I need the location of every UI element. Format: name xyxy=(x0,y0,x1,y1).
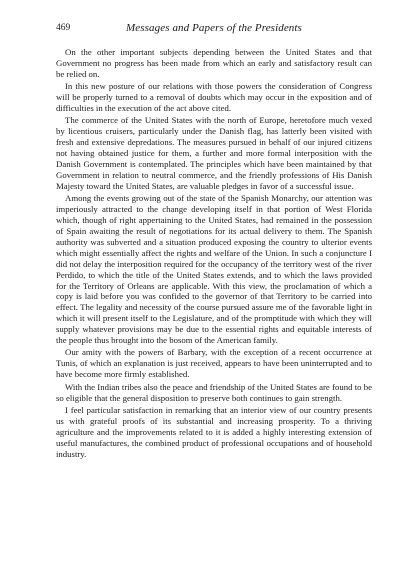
paragraph: Our amity with the powers of Barbary, with the exception of a recent occurrence at Tunis, of which an explanation is just received, appears to have been uninterrupted and to have become more firmly established. xyxy=(56,347,372,380)
page-number: 469 xyxy=(56,23,71,33)
paragraph: On the other important subjects depending between the United States and that Government no progress has been made from which an early and satisfactory result can be relied on. xyxy=(56,47,372,79)
paragraph: The commerce of the United States with the north of Europe, heretofore much vexed by licentious cruisers, particularly under the Danish flag, has latterly been visited with fresh and extensive depredations. The measures pursued in behalf of our injured citizens not having obtained justice for them, a further and more formal interposition with the Danish Government is contemplated. The principles which have been maintained by that Government in relation to neutral commerce, and the friendly professions of His Danish Majesty toward the United States, are valuable pledges in favor of a successful issue. xyxy=(56,115,372,191)
document-page xyxy=(56,22,372,580)
page-header xyxy=(56,22,372,38)
running-title: Messages and Papers of the Presidents xyxy=(126,22,302,34)
paragraph: Among the events growing out of the state of the Spanish Monarchy, our attention was imperiously attracted to the change developing itself in that portion of West Florida which, though of right appertaining to the United States, had remained in the possession of Spain awaiting the result of negotiations for its actual delivery to them. The Spanish authority was subverted and a situation produced exposing the country to ulterior events which might essentially affect the rights and welfare of the Union. In such a conjuncture I did not delay the interposition required for the occupancy of the territory west of the river Perdido, to which the title of the United States extends, and to which the laws provided for the Territory of Orleans are applicable. With this view, the proclamation of which a copy is laid before you was confided to the governor of that Territory to be carried into effect. The legality and necessity of the course pursued assure me of the favorable light in which it will present itself to the Legislature, and of the promptitude with which they will supply whatever provisions may be due to the essential rights and equitable interests of the people thus brought into the bosom of the American family. xyxy=(56,193,372,346)
paragraph: I feel particular satisfaction in remarking that an interior view of our country presents us with grateful proofs of its substantial and increasing prosperity. To a thriving agriculture and the improvements related to it is added a highly interesting extension of useful manufactures, the combined product of professional occupations and of household industry. xyxy=(56,405,372,459)
paragraph: With the Indian tribes also the peace and friendship of the United States are found to be so eligible that the general disposition to preserve both continues to gain strength. xyxy=(56,381,372,403)
paragraph: In this new posture of our relations with those powers the consideration of Congress will be properly turned to a removal of doubts which may occur in the exposition and of difficulties in the execution of the act above cited. xyxy=(56,81,372,114)
body-text xyxy=(56,47,372,460)
